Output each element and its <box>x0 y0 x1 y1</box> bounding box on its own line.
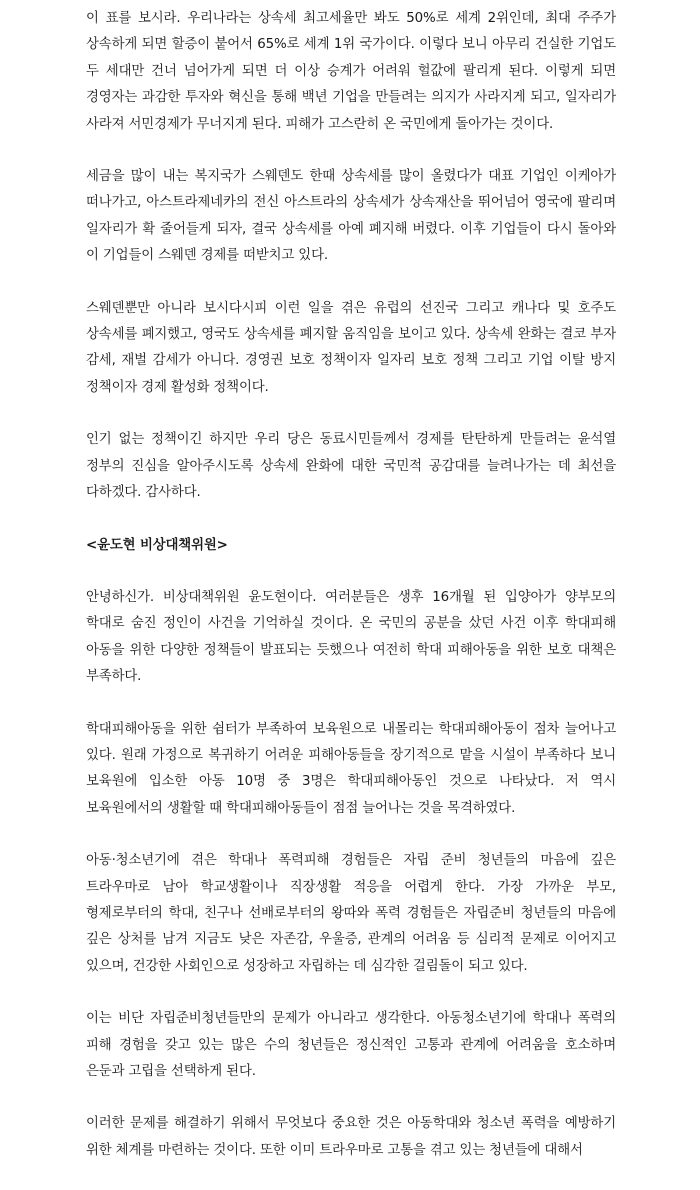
paragraph-4: 인기 없는 정책이긴 하지만 우리 당은 동료시민들께서 경제를 탄탄하게 만들려는 윤석열 정부의 진심을 알아주시도록 상속세 완화에 대한 국민적 공감대를 늘려나가는 데 최선을 다하겠다. 감사하다. <box>86 432 616 501</box>
paragraph-6: 학대피해아동을 위한 쉼터가 부족하여 보육원으로 내몰리는 학대피해아동이 점차 늘어나고 있다. 원래 가정으로 복귀하기 어려운 피해아동들을 장기적으로 맡을 시설이 부족하다 보니 보육원에 입소한 아동 10명 중 3명은 학대피해아동인 것으로 나타났다. 저 역시 보육원에서의 생활할 때 학대피해아동들이 점점 늘어나는 것을 목격하였다. <box>86 721 616 816</box>
paragraph-8: 이는 비단 자립준비청년들만의 문제가 아니라고 생각한다. 아동청소년기에 학대나 폭력의 피해 경험을 갖고 있는 많은 수의 청년들은 정신적인 고통과 관계에 어려움을 호소하며 은둔과 고립을 선택하게 된다. <box>86 1011 616 1079</box>
document-body <box>86 6 616 1190</box>
paragraph-1: 이 표를 보시라. 우리나라는 상속세 최고세율만 봐도 50%로 세계 2위인데, 최대 주주가 상속하게 되면 할증이 붙어서 65%로 세계 1위 국가이다. 이렇다 보니 아무리 건실한 기업도 두 세대만 건너 넘어가게 되면 더 이상 승계가 어려워 헐값에 팔리게 된다. 이렇게 되면 경영자는 과감한 투자와 혁신을 통해 백년 기업을 만들려는 의지가 사라지게 되고, 일자리가 사라져 서민경제가 무너지게 된다. 피해가 고스란히 온 국민에게 돌아가는 것이다. <box>86 11 616 132</box>
paragraph-5: 안녕하신가. 비상대책위원 윤도현이다. 여러분들은 생후 16개월 된 입양아가 양부모의 학대로 숨진 정인이 사건을 기억하실 것이다. 온 국민의 공분을 샀던 사건 이후 학대피해 아동을 위한 다양한 정책들이 발표되는 듯했으나 여전히 학대 피해아동을 위한 보호 대책은 부족하다. <box>86 589 616 685</box>
speaker-heading: <윤도현 비상대책위원> <box>86 537 228 553</box>
paragraph-9: 이러한 문제를 해결하기 위해서 무엇보다 중요한 것은 아동학대와 청소년 폭력을 예방하기 위한 체계를 마련하는 것이다. 또한 이미 트라우마로 고통을 겪고 있는 청년들에 대해서 <box>86 1116 616 1158</box>
paragraph-2: 세금을 많이 내는 복지국가 스웨덴도 한때 상속세를 많이 올렸다가 대표 기업인 이케아가 떠나가고, 아스트라제네카의 전신 아스트라의 상속세가 상속재산을 뛰어넘어 영국에 팔리며 일자리가 확 줄어들게 되자, 결국 상속세를 아예 폐지해 버렸다. 이후 기업들이 다시 돌아와 이 기업들이 스웨덴 경제를 떠받치고 있다. <box>86 169 616 264</box>
paragraph-3: 스웨덴뿐만 아니라 보시다시피 이런 일을 겪은 유럽의 선진국 그리고 캐나다 및 호주도 상속세를 폐지했고, 영국도 상속세를 폐지할 움직임을 보이고 있다. 상속세 완화는 결코 부자 감세, 재벌 감세가 아니다. 경영권 보호 정책이자 일자리 보호 정책 그리고 기업 이탈 방지 정책이자 경제 활성화 정책이다. <box>86 300 616 395</box>
paragraph-7: 아동·청소년기에 겪은 학대나 폭력피해 경험들은 자립 준비 청년들의 마음에 깊은 트라우마로 남아 학교생활이나 직장생활 적응을 어렵게 한다. 가장 가까운 부모, 형제로부터의 학대, 친구나 선배로부터의 왕따와 폭력 경험들은 자립준비 청년들의 마음에 깊은 상처를 남겨 지금도 낮은 자존감, 우울증, 관계의 어려움 등 심리적 문제로 이어지고 있으며, 건강한 사회인으로 성장하고 자립하는 데 심각한 걸림돌이 되고 있다. <box>86 853 616 974</box>
